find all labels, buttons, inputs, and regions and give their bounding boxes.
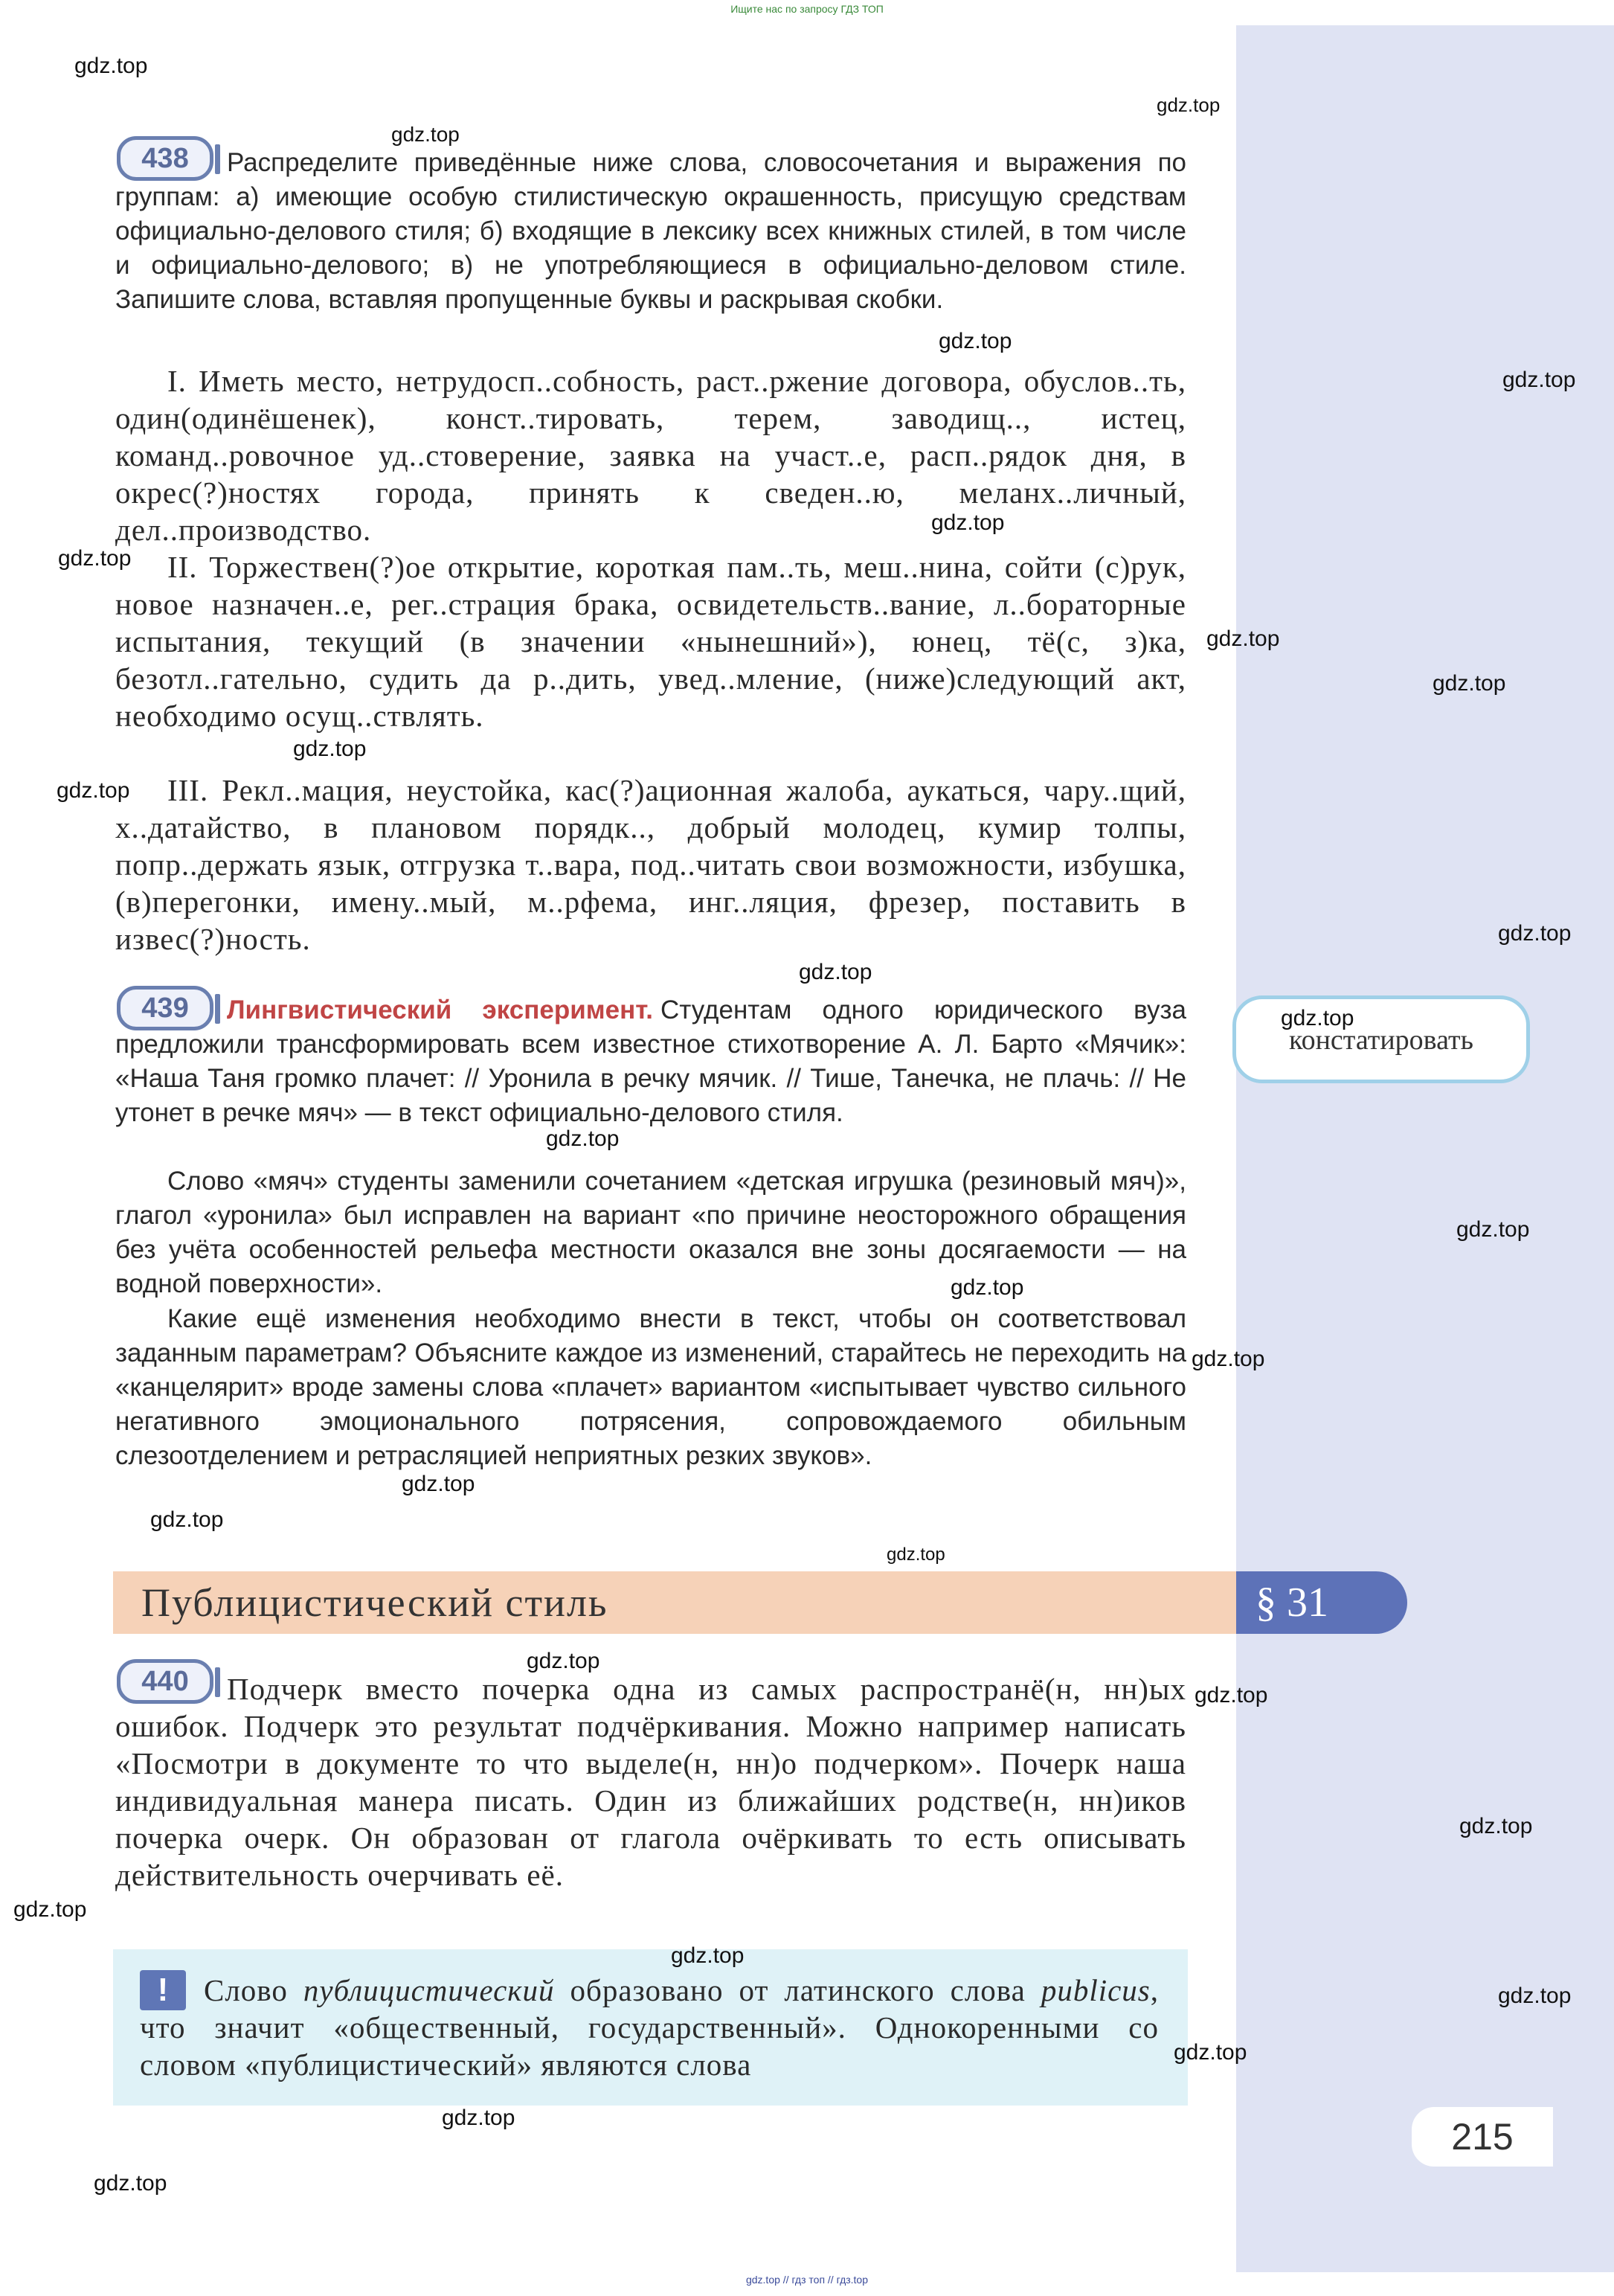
watermark: gdz.top: [442, 2106, 515, 2130]
watermark: gdz.top: [671, 1943, 745, 1968]
section-title: Публицистический стиль: [141, 1580, 608, 1625]
exercise-439-p3: Какие ещё изменения необходимо внести в текст, чтобы он соответствовал заданным параметрам? Объясните каждое из изменений, старайтесь не переходить на «канцелярит» вроде замены слова «плачет» вариантом «испытывает чувство сильного негативного эмоционального потрясения, сопровождаемого обильным слезоотделением и ретрасляцией неприятных резких звуков».: [115, 1304, 1186, 1470]
rule-text-start: Слово: [204, 1973, 303, 2007]
footer-note: gdz.top // гдз топ // гдз.top: [745, 2274, 869, 2286]
watermark: gdz.top: [546, 1126, 620, 1151]
watermark: gdz.top: [1433, 671, 1506, 696]
exercise-439-p1-text: Студентам одного юридического вуза предложили трансформировать всем известное стихотворение А. Л. Барто «Мячик»: «Наша Таня громко плачет: // Уронила в речку мячик. // Тише, Танечка, не плачь: // Не утонет в речке мяч» — в текст официально-делового стиля.: [115, 995, 1186, 1127]
watermark: gdz.top: [58, 546, 132, 571]
watermark: gdz.top: [1459, 1814, 1533, 1838]
watermark: gdz.top: [402, 1472, 475, 1496]
exercise-438-group-1: I. Иметь место, нетрудосп..собность, раст..ржение договора, обуслов..ть, один(одинёшенек), конст..тировать, терем, заводищ.., истец, команд..ровочное уд..стоверение, заявка на участ..е, расп..рядок дня, в окрес(?)ностях города, принять к сведен..ю, меланх..личный, дел..производство.: [115, 364, 1186, 547]
rule-term: публицистический: [303, 1973, 555, 2007]
rule-text-middle: образовано от латинского слова: [554, 1973, 1041, 2007]
watermark: gdz.top: [1456, 1217, 1530, 1242]
rule-text: [140, 1972, 1159, 2083]
watermark: gdz.top: [150, 1507, 224, 1532]
watermark: gdz.top: [887, 1545, 945, 1565]
page-sidebar: [1236, 25, 1614, 2272]
watermark: gdz.top: [527, 1649, 600, 1673]
rule-latin-word: publicus: [1041, 1973, 1151, 2007]
watermark: gdz.top: [13, 1897, 87, 1922]
watermark: gdz.top: [1498, 1984, 1572, 2008]
watermark: gdz.top: [57, 778, 130, 803]
watermark: gdz.top: [1157, 94, 1221, 116]
watermark: gdz.top: [951, 1275, 1024, 1300]
exercise-number-438: 438: [117, 136, 213, 181]
watermark: gdz.top: [1498, 921, 1572, 946]
watermark: gdz.top: [1174, 2040, 1247, 2065]
margin-word-box: констатировать: [1232, 995, 1530, 1083]
watermark: gdz.top: [939, 329, 1012, 353]
watermark: gdz.top: [931, 510, 1005, 535]
watermark: gdz.top: [1192, 1347, 1265, 1371]
section-number: § 31: [1236, 1571, 1407, 1634]
exclamation-icon: !: [140, 1970, 186, 2010]
exercise-439-p2: Слово «мяч» студенты заменили сочетанием «детская игрушка (резиновый мяч)», глагол «уронила» был исправлен на вариант «по причине неосторожного обращения без учёта особенностей рельефа местности оказался вне зоны досягаемости — на водной поверхности».: [115, 1167, 1186, 1298]
exercise-438-group-3: III. Рекл..мация, неустойка, кас(?)ационная жалоба, аукаться, чару..щий, х..датайство, в плановом порядк.., добрый молодец, кумир толпы, попр..держать язык, отгрузка т..вара, под..читать свои возможности, избушка, (в)перегонки, имену..мый, м..рфема, инг..ляция, фрезер, поставить в извес(?)ность.: [115, 773, 1186, 956]
header-note: Ищите нас по запросу ГДЗ ТОП: [730, 3, 884, 15]
watermark: gdz.top: [799, 960, 872, 984]
exercise-439-lead: Лингвистический эксперимент.: [227, 995, 654, 1024]
exercise-438-task: Распределите приведённые ниже слова, словосочетания и выражения по группам: а) имеющие особую стилистическую окрашенность, присущую средствам официально-делового стиля; б) входящие в лексику всех книжных стилей, в том числе и официально-делового; в) не употребляющиеся в официально-деловом стиле. Запишите слова, вставляя пропущенные буквы и раскрывая скобки.: [115, 148, 1186, 314]
exercise-number-439: 439: [117, 986, 213, 1030]
watermark: gdz.top: [1206, 626, 1280, 651]
rule-text-end: , что значит «общественный, государственный». Однокоренными со словом «публицистический» являются слова: [140, 1973, 1159, 2082]
exercise-438-group-2: II. Торжествен(?)ое открытие, короткая пам..ть, меш..нина, сойти (с)рук, новое назначен..е, рег..страция брака, освидетельств..вание, л..бораторные испытания, текущий (в значении «нынешний»), юнец, тё(с, з)ка, безотл..гательно, судить да р..дить, увед..мление, (ниже)следующий акт, необходимо осущ..ствлять.: [115, 550, 1186, 733]
watermark: gdz.top: [74, 54, 148, 78]
watermark: gdz.top: [1195, 1683, 1268, 1707]
watermark: gdz.top: [94, 2171, 167, 2196]
watermark: gdz.top: [1502, 368, 1576, 392]
page-number: 215: [1412, 2107, 1553, 2167]
exercise-439-p1: [115, 993, 1186, 1130]
watermark: gdz.top: [1281, 1006, 1354, 1030]
exercise-number-440: 440: [117, 1659, 213, 1704]
exercise-440-text: Подчерк вместо почерка одна из самых распространё(н, нн)ых ошибок. Подчерк это результат подчёркивания. Можно например написать «Посмотри в документе то что выделе(н, нн)о подчерком». Почерк наша индивидуальная манера писать. Один из ближайших родстве(н, нн)иков почерка очерк. Он образован от глагола очёркивать то есть описывать действительность очерчивать её.: [115, 1672, 1186, 1892]
watermark: gdz.top: [391, 123, 460, 146]
watermark: gdz.top: [293, 737, 367, 761]
